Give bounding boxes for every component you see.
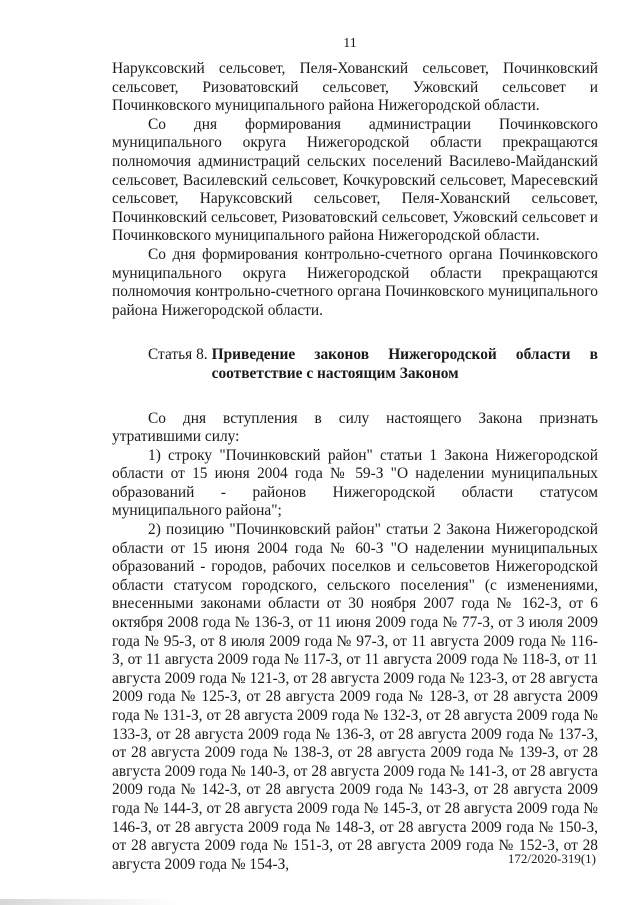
article-number: Статья 8. <box>148 346 208 364</box>
document-body <box>112 60 598 874</box>
list-item-1: 1) строку "Починковский район" статьи 1 Закона Нижегородской области от 15 июня 2004 года № 59-З "О наделении муниципальных образований - районов Нижегородской области статусом муниципального района"; <box>112 446 598 520</box>
page-number: 11 <box>343 36 357 51</box>
paragraph-control-body: Со дня формирования контрольно-счетного органа Починковского муниципального округа Нижегородской области прекращаются полномочия контрольно-счетного органа Починковского муниципального района Нижегородской области. <box>112 245 598 319</box>
list-item-2: 2) позицию "Починковский район" статьи 2 Закона Нижегородской области от 15 июня 2004 года № 60-З "О наделении муниципальных образований - городов, рабочих поселков и сельсоветов Нижегородской области статусом городского, сельского поселения" (с изменениями, внесенными законами области от 30 ноября 2007 года № 162-З, от 6 октября 2008 года № 136-З, от 11 июня 2009 года № 77-З, от 3 июля 2009 года № 95-З, от 8 июля 2009 года № 97-З, от 11 августа 2009 года № 116-З, от 11 августа 2009 года № 117-З, от 11 августа 2009 года № 118-З, от 11 августа 2009 года № 121-З, от 28 августа 2009 года № 123-З, от 28 августа 2009 года № 125-З, от 28 августа 2009 года № 128-З, от 28 августа 2009 года № 131-З, от 28 августа 2009 года № 132-З, от 28 августа 2009 года № 133-З, от 28 августа 2009 года № 136-З, от 28 августа 2009 года № 137-З, от 28 августа 2009 года № 138-З, от 28 августа 2009 года № 139-З, от 28 августа 2009 года № 140-З, от 28 августа 2009 года № 141-З, от 28 августа 2009 года № 142-З, от 28 августа 2009 года № 143-З, от 28 августа 2009 года № 144-З, от 28 августа 2009 года № 145-З, от 28 августа 2009 года № 146-З, от 28 августа 2009 года № 148-З, от 28 августа 2009 года № 150-З, от 28 августа 2009 года № 151-З, от 28 августа 2009 года № 152-З, от 28 августа 2009 года № 154-З, <box>112 521 598 873</box>
article-title: Приведение законов Нижегородской области в соответствие с настоящим Законом <box>211 346 598 382</box>
article-heading <box>112 346 598 383</box>
document-code: 172/2020-319(1) <box>507 851 596 866</box>
paragraph-continuation: Наруксовский сельсовет, Пеля-Хованский сельсовет, Починковский сельсовет, Ризоватовский сельсовет, Ужовский сельсовет и Починковского муниципального района Нижегородской области. <box>112 60 598 115</box>
paragraph-repeal-intro: Со дня вступления в силу настоящего Закона признать утратившими силу: <box>112 409 598 446</box>
scan-edge-mark <box>0 899 180 905</box>
paragraph-administration: Со дня формирования администрации Починковского муниципального округа Нижегородской области прекращаются полномочия администраций сельских поселений Василево-Майданский сельсовет, Василевский сельсовет, Кочкуровский сельсовет, Маресевский сельсовет, Наруксовский сельсовет, Пеля-Хованский сельсовет, Починковский сельсовет, Ризоватовский сельсовет, Ужовский сельсовет и Починковского муниципального района Нижегородской области. <box>112 115 598 245</box>
